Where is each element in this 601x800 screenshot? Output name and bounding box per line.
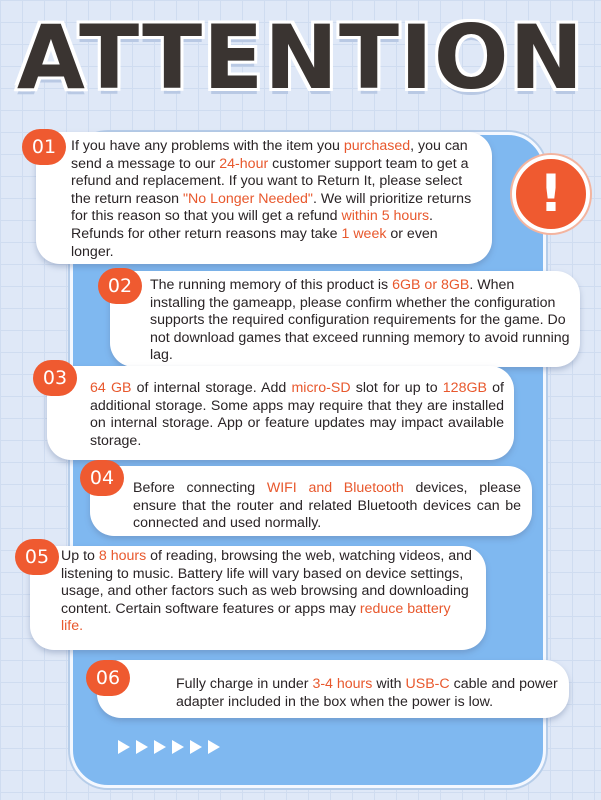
body-text: customer support team to get a refund and replacement. If you want to Return It, please select the return reason [71, 155, 469, 207]
item-number-badge: 05 [15, 539, 59, 575]
item-card-03 [47, 366, 514, 460]
body-text: . When installing the gameapp, please confirm whether the configuration supports the required configuration requirements for the game. Do not download games that exceed running memory to avoid running lag. [150, 277, 570, 364]
body-text: devices, please ensure that the router and related Bluetooth devices can be connected and used normally. [133, 480, 521, 532]
item-text [61, 548, 476, 636]
highlight-text: "No Longer Needed" [183, 190, 313, 207]
highlight-text: within 5 hours [341, 208, 430, 225]
highlight-text: 3-4 hours [312, 676, 373, 692]
body-text: of reading, browsing the web, watching videos, and listening to music. Battery life will vary based on device settings, usage, and other factors such as web browsing and downloading content. Certain software features or apps may [61, 548, 472, 617]
arrow-right-icon [190, 740, 202, 754]
highlight-text: 6GB or 8GB [392, 277, 470, 293]
item-text [71, 138, 479, 261]
arrow-right-icon [118, 740, 130, 754]
body-text: cable and power adapter included in the box when the power is low. [176, 676, 558, 710]
highlight-text: micro-SD [291, 380, 351, 396]
item-text [176, 676, 566, 711]
highlight-text: 128GB [442, 380, 487, 396]
item-number-badge: 01 [22, 129, 66, 165]
highlight-text: 8 hours [98, 548, 147, 564]
item-text [150, 277, 570, 365]
item-text [133, 480, 521, 533]
body-text: . Refunds for other return reasons may take [71, 208, 433, 242]
arrow-right-icon [172, 740, 184, 754]
arrow-right-icon [136, 740, 148, 754]
body-text: of internal storage. Add [131, 380, 292, 396]
item-card-06 [97, 660, 569, 718]
body-text: , you can send a message to our [71, 138, 468, 172]
highlight-text: USB-C [405, 676, 450, 692]
arrow-right-icon [208, 740, 220, 754]
item-text [90, 380, 504, 450]
decorative-arrows [118, 740, 220, 756]
item-number-badge: 04 [80, 460, 124, 496]
highlight-text: 1 week [341, 225, 387, 242]
item-card-05 [30, 546, 486, 650]
item-number-badge: 02 [98, 268, 142, 304]
body-text: The running memory of this product is [150, 277, 393, 293]
body-text: If you have any problems with the item you [71, 138, 344, 154]
body-text: or even longer. [71, 225, 438, 260]
item-card-04 [90, 466, 532, 536]
item-card-02 [110, 271, 580, 367]
highlight-text: 24-hour [219, 155, 269, 172]
highlight-text: reduce battery life. [61, 600, 451, 635]
highlight-text: WIFI and Bluetooth [266, 480, 404, 496]
body-text: with [372, 676, 406, 692]
highlight-text: 64 GB [90, 380, 132, 396]
body-text: Fully charge in under [176, 676, 313, 692]
highlight-text: purchased [343, 138, 411, 154]
item-number-badge: 06 [86, 660, 130, 696]
item-card-01 [36, 132, 492, 264]
body-text: Before connecting [133, 480, 267, 496]
body-text: . We will prioritize returns for this reason so that you will get a refund [71, 190, 472, 225]
body-text: slot for up to [350, 380, 443, 396]
alert-icon: ! [512, 155, 590, 233]
body-text: Up to [61, 548, 99, 564]
arrow-right-icon [154, 740, 166, 754]
page-title: ATTENTION [16, 6, 585, 109]
body-text: of additional storage. Some apps may require that they are installed on internal storage. App or feature updates may impact available storage. [90, 380, 504, 449]
item-number-badge: 03 [33, 360, 77, 396]
